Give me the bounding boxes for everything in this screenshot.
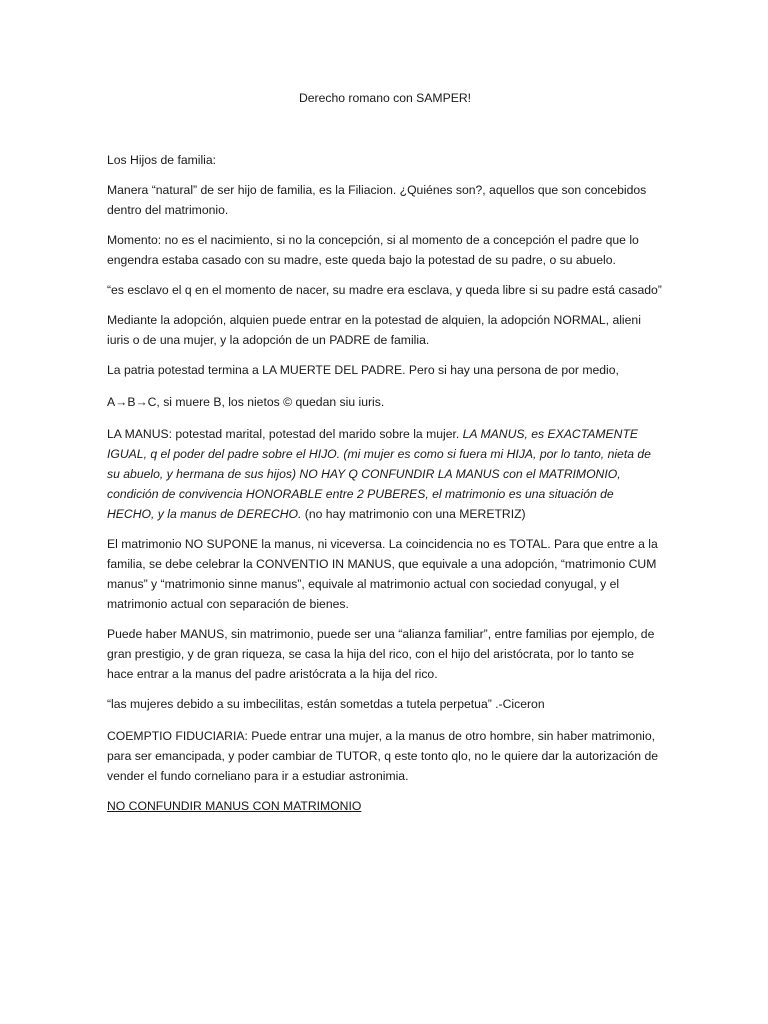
paragraph-momento: Momento: no es el nacimiento, si no la concepción, si al momento de a concepción el padre que lo engendra estaba casado con su madre, este queda bajo la potestad de su padre, o su abuelo. [107,233,639,267]
paragraph-esclavo-quote: “es esclavo el q en el momento de nacer, su madre era esclava, y queda libre si su padre está casado” [107,283,662,297]
document-title: Derecho romano con SAMPER! [298,91,472,105]
paragraph-adopcion: Mediante la adopción, alquien puede entrar en la potestad de alquien, la adopción NORMAL, alieni iuris o de una mujer, y la adopción de un PADRE de familia. [107,313,641,347]
paragraph-hijos-heading: Los Hijos de familia: [107,153,217,167]
paragraph-nietos: A→B→C, si muere B, los nietos © quedan siu iuris. [107,395,385,409]
manus-definition-text: LA MANUS: potestad marital, potestad del marido sobre la mujer. [107,427,463,441]
paragraph-la-manus [107,424,663,524]
paragraph-matrimonio-no-supone: El matrimonio NO SUPONE la manus, ni viceversa. La coincidencia no es TOTAL. Para que entre a la familia, se debe celebrar la CONVENTIO IN MANUS, que equivale a una adopción, “matrimonio CUM manus” y “matrimonio sinne manus”, equivale al matrimonio actual con sociedad conyugal, y el matrimonio actual con separación de bienes. [107,537,658,611]
document-body [107,88,663,826]
paragraph-filiacion: Manera “natural” de ser hijo de familia, es la Filiacion. ¿Quiénes son?, aquellos que son concebidos dentro del matrimonio. [107,183,647,217]
paragraph-patria-potestad: La patria potestad termina a LA MUERTE DEL PADRE. Pero si hay una persona de por medio, [107,363,619,377]
paragraph-ciceron-quote: “las mujeres debido a su imbecilitas, están sometdas a tutela perpetua” .-Ciceron [107,697,545,711]
manus-meretriz-text: (no hay matrimonio con una MERETRIZ) [301,507,526,521]
paragraph-no-confundir: NO CONFUNDIR MANUS CON MATRIMONIO [107,799,362,813]
manus-emphasis-text: LA MANUS, es EXACTAMENTE IGUAL, q el poder del padre sobre el HIJO. (mi mujer es como si fuera mi HIJA, por lo tanto, nieta de su abuelo, y hermana de sus hijos) NO HAY Q CONFUNDIR LA MANUS con el MATRIMONIO, condición de convivencia HONORABLE entre 2 PUBERES, el matrimonio es una situación de HECHO, y la manus de DERECHO. [107,427,651,521]
paragraph-manus-sin-matrimonio: Puede haber MANUS, sin matrimonio, puede ser una “alianza familiar”, entre familias por ejemplo, de gran prestigio, y de gran riqueza, se casa la hija del rico, con el hijo del aristócrata, por lo tanto se hace entrar a la manus del padre aristócrata a la hija del rico. [107,627,655,681]
paragraph-coemptio-fiduciaria: COEMPTIO FIDUCIARIA: Puede entrar una mujer, a la manus de otro hombre, sin haber matrimonio, para ser emancipada, y poder cambiar de TUTOR, q este tonto qlo, no le quiere dar la autorización de vender el fundo corneliano para ir a estudiar astronimia. [107,729,659,783]
